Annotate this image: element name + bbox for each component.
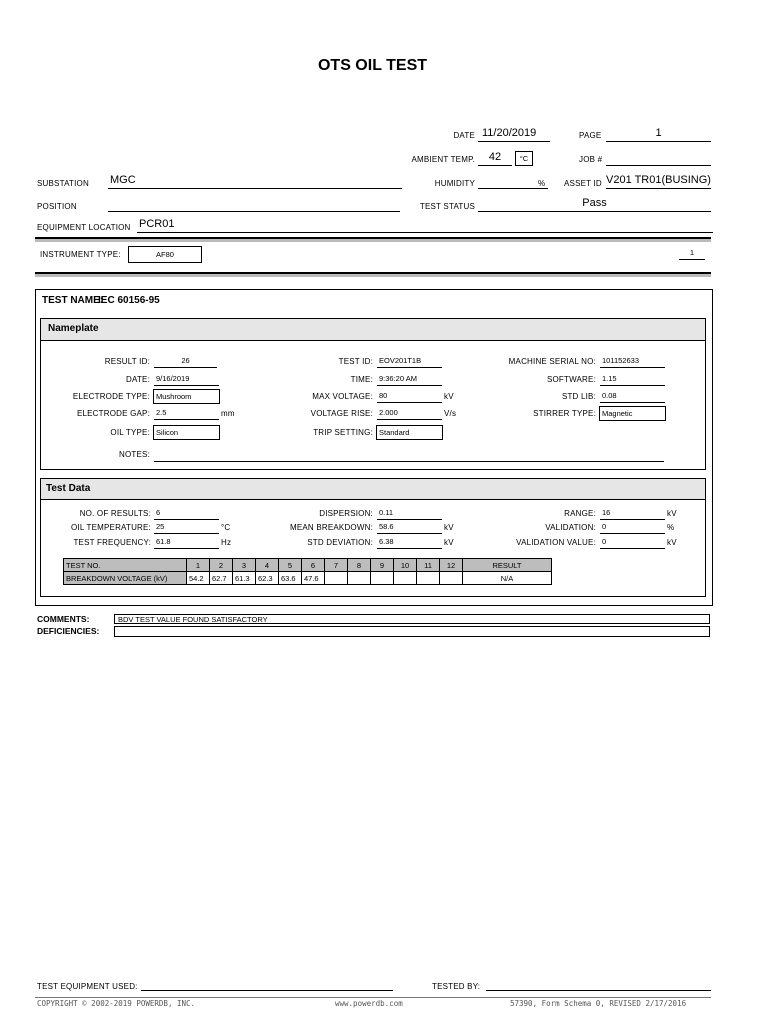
oil-temperature-label: OIL TEMPERATURE: [71,523,151,532]
website-link[interactable]: www.powerdb.com [335,999,403,1008]
electrode-type-field[interactable]: Mushroom [153,389,220,404]
software-field[interactable]: 1.15 [600,374,665,386]
voltage-rise-field[interactable]: 2.000 [377,408,442,420]
no-of-results-field[interactable]: 6 [154,508,219,520]
voltage-cell: 61.3 [233,572,256,585]
test-no-cell: 10 [394,559,417,572]
result-id-field[interactable]: 26 [154,356,217,368]
deficiencies-field[interactable] [114,626,710,637]
voltage-cell [371,572,394,585]
copyright-text: COPYRIGHT © 2002-2019 POWERDB, INC. [37,999,196,1008]
test-name-value: IEC 60156-95 [98,295,160,306]
date-label: DATE [453,131,475,140]
divider [35,239,711,242]
test-data-title: Test Data [46,483,91,494]
test-frequency-field[interactable]: 61.8 [154,537,219,549]
divider [35,274,711,277]
test-name-label: TEST NAME: [42,295,104,306]
test-data-header [40,478,706,500]
position-label: POSITION [37,202,77,211]
equipment-location-field[interactable]: PCR01 [137,218,713,233]
software-label: SOFTWARE: [546,375,596,384]
oil-type-field[interactable]: Silicon [153,425,220,440]
test-status-field[interactable]: Pass [478,197,711,212]
test-no-header: TEST NO. [64,559,187,572]
voltage-rise-unit: V/s [444,409,457,418]
notes-label: NOTES: [119,450,150,459]
form-revision-text: 57390, Form Schema 0, REVISED 2/17/2016 [510,999,687,1008]
validation-value-unit: kV [667,538,677,547]
voltage-cell: 63.6 [279,572,302,585]
std-deviation-label: STD DEVIATION: [307,538,373,547]
instrument-count: 1 [679,248,705,260]
test-equipment-field[interactable] [141,980,393,991]
time-field[interactable]: 9:36:20 AM [377,374,442,386]
validation-field[interactable]: 0 [600,522,665,534]
voltage-rise-label: VOLTAGE RISE: [310,409,373,418]
comments-field[interactable]: BDV TEST VALUE FOUND SATISFACTORY [114,614,710,624]
std-lib-label: STD LIB: [561,392,596,401]
test-no-cell: 5 [279,559,302,572]
comments-label: COMMENTS: [37,614,90,624]
range-label: RANGE: [564,509,596,518]
instrument-type-field[interactable]: AF80 [128,246,202,263]
equipment-location-label: EQUIPMENT LOCATION [37,223,131,232]
tested-by-label: TESTED BY: [432,982,481,991]
voltage-cell [440,572,463,585]
trip-setting-field[interactable]: Standard [376,425,443,440]
machine-serial-field[interactable]: 101152633 [600,356,665,368]
oil-type-label: OIL TYPE: [110,428,150,437]
nameplate-date-label: DATE: [126,375,150,384]
electrode-gap-label: ELECTRODE GAP: [76,409,150,418]
asset-id-field[interactable]: V201 TR01(BUSING) [606,174,711,189]
electrode-gap-unit: mm [221,409,235,418]
nameplate-title: Nameplate [48,323,99,334]
ambient-temp-label: AMBIENT TEMP. [411,155,475,164]
nameplate-header [40,318,706,341]
job-field[interactable] [606,151,711,166]
nameplate-date-field[interactable]: 9/16/2019 [154,374,219,386]
test-frequency-label: TEST FREQUENCY: [73,538,151,547]
range-unit: kV [667,509,677,518]
voltage-cell [417,572,440,585]
voltage-cell: 62.3 [256,572,279,585]
time-label: TIME: [350,375,373,384]
humidity-unit: % [538,179,546,188]
mean-breakdown-unit: kV [444,523,454,532]
oil-temperature-unit: °C [221,523,231,532]
voltage-cell [394,572,417,585]
divider [35,997,711,998]
page-label: PAGE [579,131,602,140]
voltage-cell: 47.6 [302,572,325,585]
test-no-cell: 4 [256,559,279,572]
breakdown-table [63,558,552,585]
page-title: OTS OIL TEST [317,57,428,74]
mean-breakdown-label: MEAN BREAKDOWN: [289,523,373,532]
stirrer-type-label: STIRRER TYPE: [533,409,596,418]
test-no-cell: 3 [233,559,256,572]
validation-value-label: VALIDATION VALUE: [516,538,596,547]
no-of-results-label: NO. OF RESULTS: [79,509,151,518]
test-no-row [64,559,552,572]
test-no-cell: 9 [371,559,394,572]
max-voltage-unit: kV [444,392,454,401]
test-no-cell: 2 [210,559,233,572]
range-field[interactable]: 16 [600,508,665,520]
date-field[interactable]: 11/20/2019 [478,127,550,142]
mean-breakdown-field[interactable]: 58.6 [377,522,442,534]
oil-temperature-field[interactable]: 25 [154,522,219,534]
test-id-label: TEST ID: [338,357,373,366]
std-deviation-field[interactable]: 6.38 [377,537,442,549]
validation-label: VALIDATION: [545,523,596,532]
result-header: RESULT [463,559,552,572]
test-equipment-label: TEST EQUIPMENT USED: [37,982,138,991]
position-field[interactable] [108,197,400,212]
electrode-gap-field[interactable]: 2.5 [154,408,219,420]
notes-field[interactable] [154,450,664,462]
test-frequency-unit: Hz [221,538,232,547]
machine-serial-label: MACHINE SERIAL NO: [508,357,596,366]
max-voltage-field[interactable]: 80 [377,391,442,403]
job-label: JOB # [579,155,603,164]
std-lib-field[interactable]: 0.08 [600,391,665,403]
instrument-type-label: INSTRUMENT TYPE: [40,250,121,259]
test-no-cell: 12 [440,559,463,572]
humidity-label: HUMIDITY [434,179,475,188]
page-field[interactable]: 1 [606,127,711,142]
test-no-cell: 7 [325,559,348,572]
test-id-field[interactable]: EOV201T1B [377,356,442,368]
electrode-type-label: ELECTRODE TYPE: [72,392,150,401]
breakdown-voltage-row [64,572,552,585]
substation-field[interactable]: MGC [108,174,402,189]
std-deviation-unit: kV [444,538,454,547]
ambient-temp-unit: °C [515,151,533,166]
test-no-cell: 8 [348,559,371,572]
asset-id-label: ASSET ID [564,179,602,188]
result-value: N/A [463,572,552,585]
tested-by-field[interactable] [486,980,711,991]
test-no-cell: 6 [302,559,325,572]
deficiencies-label: DEFICIENCIES: [37,626,100,636]
test-no-cell: 1 [187,559,210,572]
result-id-label: RESULT ID: [104,357,150,366]
stirrer-type-field[interactable]: Magnetic [599,406,666,421]
trip-setting-label: TRIP SETTING: [313,428,373,437]
ambient-temp-field[interactable]: 42 [478,151,512,166]
dispersion-field[interactable]: 0.11 [377,508,442,520]
dispersion-label: DISPERSION: [319,509,373,518]
voltage-cell: 62.7 [210,572,233,585]
voltage-cell [325,572,348,585]
voltage-cell: 54.2 [187,572,210,585]
breakdown-voltage-header: BREAKDOWN VOLTAGE (kV) [64,572,187,585]
voltage-cell [348,572,371,585]
test-status-label: TEST STATUS [419,202,475,211]
validation-value-field[interactable]: 0 [600,537,665,549]
validation-unit: % [667,523,675,532]
max-voltage-label: MAX VOLTAGE: [312,392,373,401]
substation-label: SUBSTATION [37,179,89,188]
test-no-cell: 11 [417,559,440,572]
